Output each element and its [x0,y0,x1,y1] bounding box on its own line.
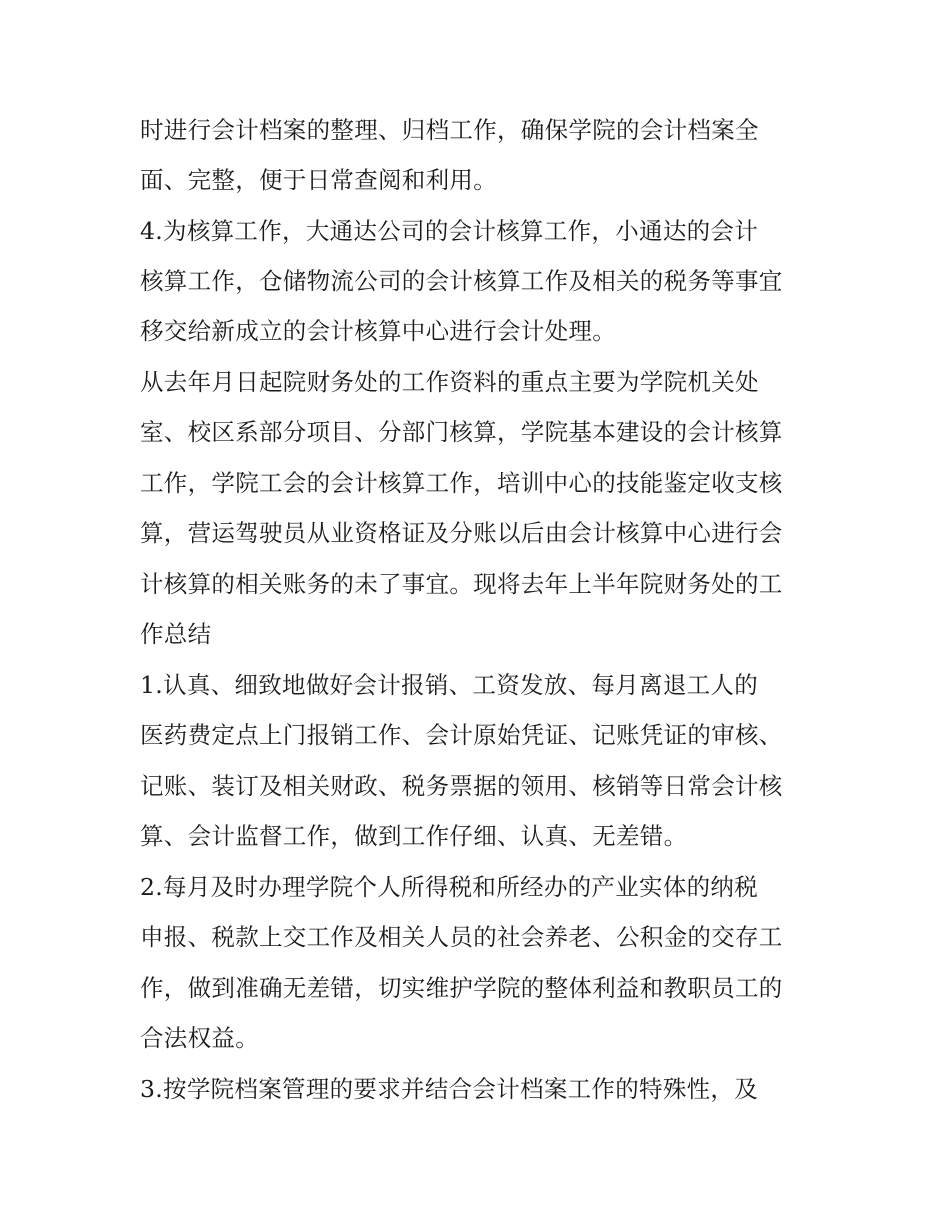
text-line: 核算工作，仓储物流公司的会计核算工作及相关的税务等事宜 [140,267,783,295]
text-line: 面、完整，便于日常查阅和利用。 [140,166,497,194]
text-line: 合法权益。 [140,1024,259,1052]
text-line: 工作，学院工会的会计核算工作，培训中心的技能鉴定收支核 [140,469,783,497]
text-line: 算、会计监督工作，做到工作仔细、认真、无差错。 [140,822,688,850]
text-line: 作总结 [140,620,212,648]
text-line: 1.认真、细致地做好会计报销、工资发放、每月离退工人的 [140,671,759,699]
text-line: 从去年月日起院财务处的工作资料的重点主要为学院机关处 [140,368,759,396]
text-line: 移交给新成立的会计核算中心进行会计处理。 [140,317,616,345]
text-line: 申报、税款上交工作及相关人员的社会养老、公积金的交存工 [140,923,783,951]
text-line: 记账、装订及相关财政、税务票据的领用、核销等日常会计核 [140,772,783,800]
text-line: 时进行会计档案的整理、归档工作，确保学院的会计档案全 [140,116,759,144]
text-line: 2.每月及时办理学院个人所得税和所经办的产业实体的纳税 [140,873,759,901]
text-line: 计核算的相关账务的未了事宜。现将去年上半年院财务处的工 [140,570,783,598]
text-line: 算，营运驾驶员从业资格证及分账以后由会计核算中心进行会 [140,519,783,547]
text-line: 3.按学院档案管理的要求并结合会计档案工作的特殊性，及 [140,1075,759,1103]
text-line: 4.为核算工作，大通达公司的会计核算工作，小通达的会计 [140,217,759,245]
text-line: 作，做到准确无差错，切实维护学院的整体利益和教职员工的 [140,974,783,1002]
text-line: 医药费定点上门报销工作、会计原始凭证、记账凭证的审核、 [140,721,783,749]
text-line: 室、校区系部分项目、分部门核算，学院基本建设的会计核算 [140,418,783,446]
